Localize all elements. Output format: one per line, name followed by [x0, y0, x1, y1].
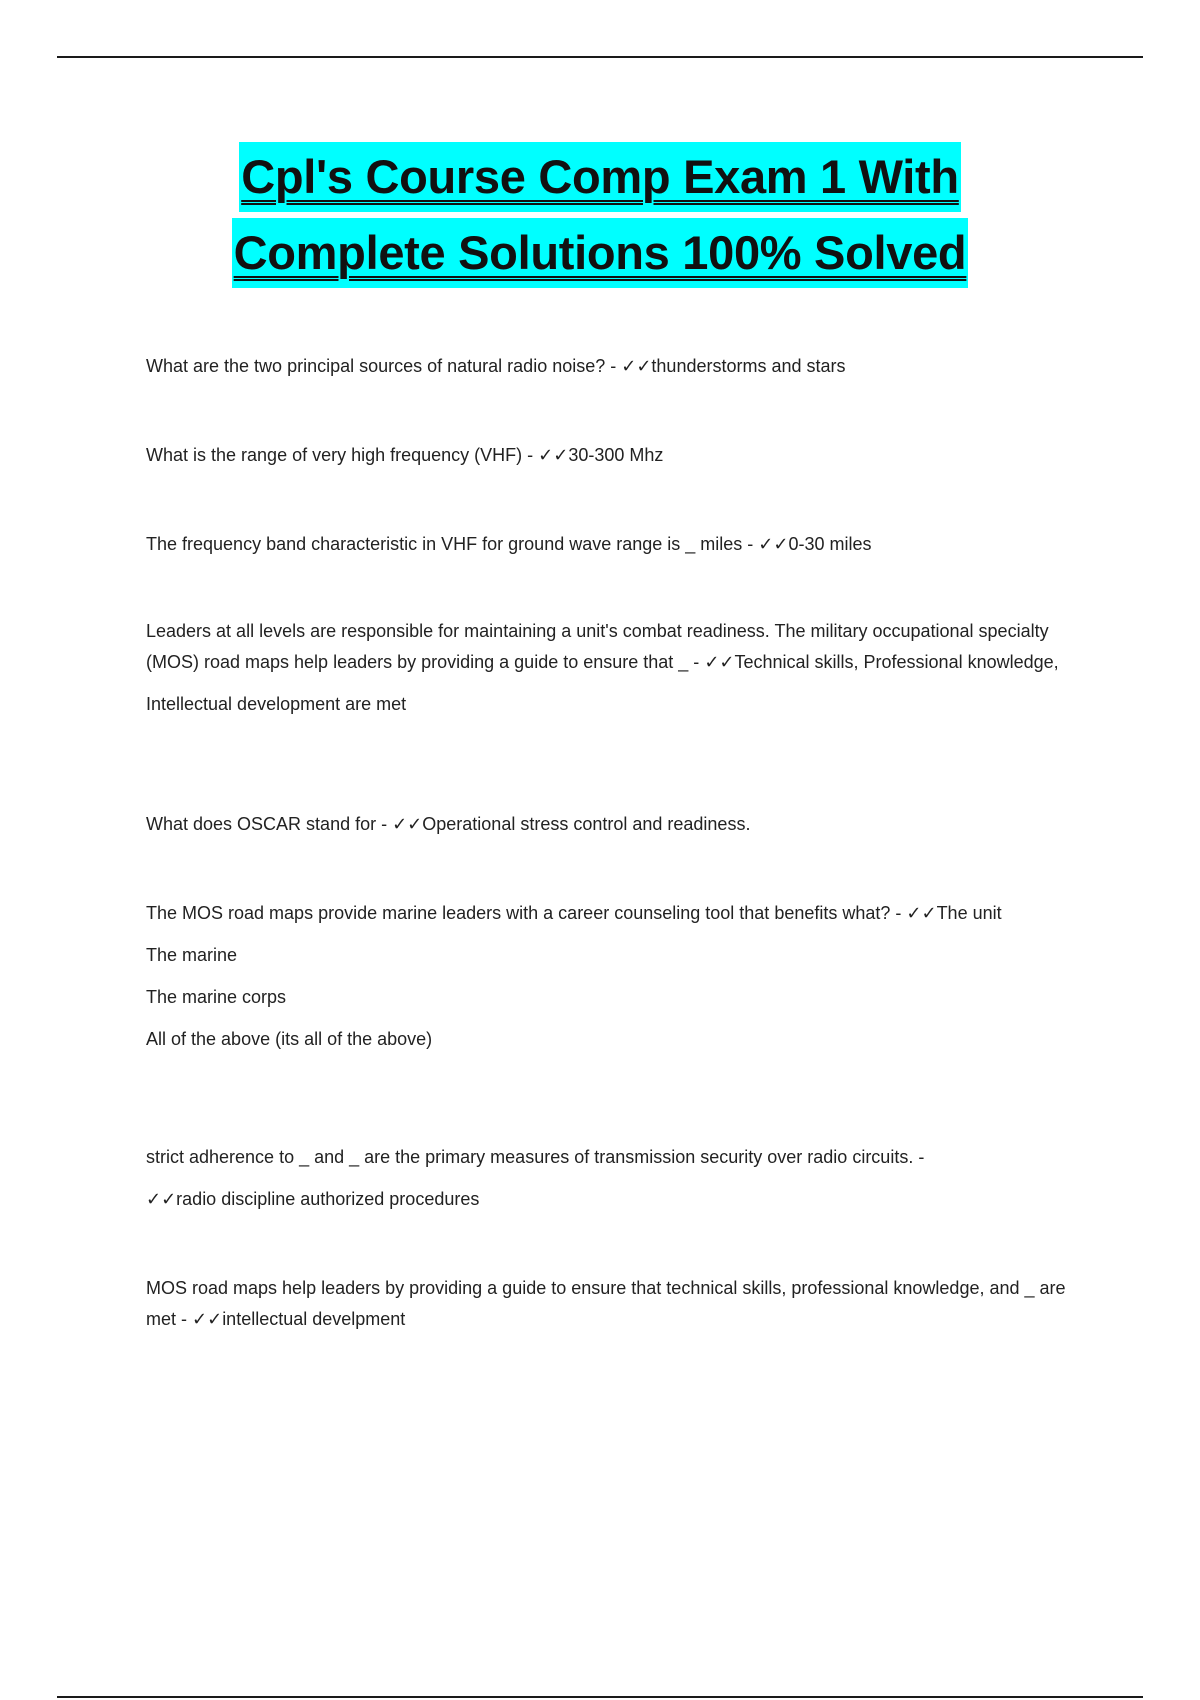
question-text: Leaders at all levels are responsible for maintaining a unit's combat readiness. The military occupational specialty (MOS) road maps help leaders by providing a guide to ensure that _ -	[146, 621, 1049, 672]
qa-item-5	[146, 809, 1096, 840]
footer-rule	[57, 1696, 1143, 1698]
qa-item-3	[146, 529, 1096, 560]
qa-line	[146, 809, 1096, 840]
answer-text: radio discipline authorized procedures	[176, 1189, 480, 1209]
answer-text: intellectual develpment	[222, 1309, 406, 1329]
qa-line	[146, 440, 1096, 471]
answer-option: The marine corps	[146, 987, 287, 1007]
double-check-icon: ✓✓	[906, 903, 937, 923]
qa-line	[146, 529, 1096, 560]
double-check-icon: ✓✓	[758, 534, 789, 554]
double-check-icon: ✓✓	[146, 1189, 177, 1209]
double-check-icon: ✓✓	[538, 445, 569, 465]
answer-text: thunderstorms and stars	[651, 356, 846, 376]
question-text: What are the two principal sources of natural radio noise? -	[146, 356, 622, 376]
question-text: The MOS road maps provide marine leaders with a career counseling tool that benefits what? -	[146, 903, 907, 923]
double-check-icon: ✓✓	[192, 1309, 223, 1329]
qa-item-6	[146, 898, 1096, 1055]
qa-answer-line	[146, 1184, 1096, 1215]
answer-text: Technical skills, Professional knowledge,	[734, 652, 1059, 672]
question-text: MOS road maps help leaders by providing a guide to ensure that technical skills, professional knowledge, and _ are met -	[146, 1278, 1066, 1329]
double-check-icon: ✓✓	[621, 356, 652, 376]
double-check-icon: ✓✓	[704, 652, 735, 672]
qa-item-7	[146, 1142, 1096, 1215]
question-text: What does OSCAR stand for -	[146, 814, 393, 834]
answer-text: Operational stress control and readiness.	[422, 814, 751, 834]
answer-text: The unit	[936, 903, 1002, 923]
title-line-2: Complete Solutions 100% Solved	[232, 218, 969, 288]
qa-item-2	[146, 440, 1096, 471]
question-text: strict adherence to _ and _ are the primary measures of transmission security over radio circuits. -	[146, 1147, 925, 1167]
qa-line	[146, 351, 1096, 382]
title-line-1: Cpl's Course Comp Exam 1 With	[239, 142, 961, 212]
answer-continuation: Intellectual development are met	[146, 694, 407, 714]
double-check-icon: ✓✓	[392, 814, 423, 834]
question-text: What is the range of very high frequency (VHF) -	[146, 445, 539, 465]
qa-item-1	[146, 351, 1096, 382]
answer-text: 0-30 miles	[788, 534, 872, 554]
qa-line	[146, 1273, 1096, 1335]
qa-item-4	[146, 616, 1096, 720]
answer-option: All of the above (its all of the above)	[146, 1029, 433, 1049]
answer-option: The marine	[146, 945, 238, 965]
qa-item-8	[146, 1273, 1096, 1335]
qa-line	[146, 898, 1096, 929]
qa-line	[146, 616, 1096, 678]
answer-text: 30-300 Mhz	[568, 445, 664, 465]
question-text: The frequency band characteristic in VHF for ground wave range is _ miles -	[146, 534, 759, 554]
